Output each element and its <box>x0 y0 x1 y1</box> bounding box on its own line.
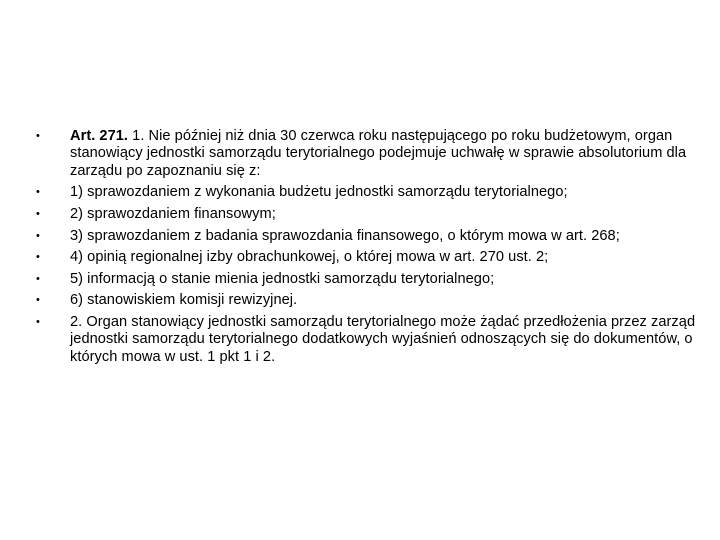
list-item <box>36 271 696 288</box>
bullet-icon: • <box>36 186 40 199</box>
bullet-icon: • <box>36 251 40 264</box>
list-item-text: 2) sprawozdaniem finansowym; <box>70 206 276 222</box>
list-item-text: 4) opinią regionalnej izby obrachunkowej, o której mowa w art. 270 ust. 2; <box>70 249 549 266</box>
bullet-icon: • <box>36 208 40 220</box>
list-item <box>36 292 696 309</box>
bullet-icon: • <box>36 315 40 328</box>
bullet-list <box>36 128 696 370</box>
list-item-text: 6) stanowiskiem komisji rewizyjnej. <box>70 292 298 309</box>
bullet-icon: • <box>36 130 40 142</box>
list-item-text: 5) informacją o stanie mienia jednostki samorządu terytorialnego; <box>70 270 495 287</box>
list-item <box>36 249 696 266</box>
bullet-icon: • <box>36 229 40 242</box>
list-item <box>36 314 696 366</box>
bullet-icon: • <box>36 294 40 307</box>
list-item-text: 2. Organ stanowiący jednostki samorządu terytorialnego może żądać przedłożenia przez zarząd jednostki samorządu terytorialnego dodatkowych wyjaśnień odnoszących się do dokumentów, o których mowa w ust. 1 pkt 1 i 2. <box>70 313 696 365</box>
list-item <box>36 206 696 223</box>
list-item <box>36 128 696 180</box>
article-number: Art. 271. <box>70 128 129 144</box>
list-item-text: 1) sprawozdaniem z wykonania budżetu jednostki samorządu terytorialnego; <box>70 184 568 201</box>
list-item <box>36 228 696 245</box>
bullet-icon: • <box>36 272 40 285</box>
list-item-text: 3) sprawozdaniem z badania sprawozdania finansowego, o którym mowa w art. 268; <box>70 227 620 244</box>
list-item-text: 1. Nie później niż dnia 30 czerwca roku następującego po roku budżetowym, organ stanowiący jednostki samorządu terytorialnego podejmuje uchwałę w sprawie absolutorium dla zarządu po zapoznaniu się z: <box>70 128 687 179</box>
list-item <box>36 184 696 201</box>
